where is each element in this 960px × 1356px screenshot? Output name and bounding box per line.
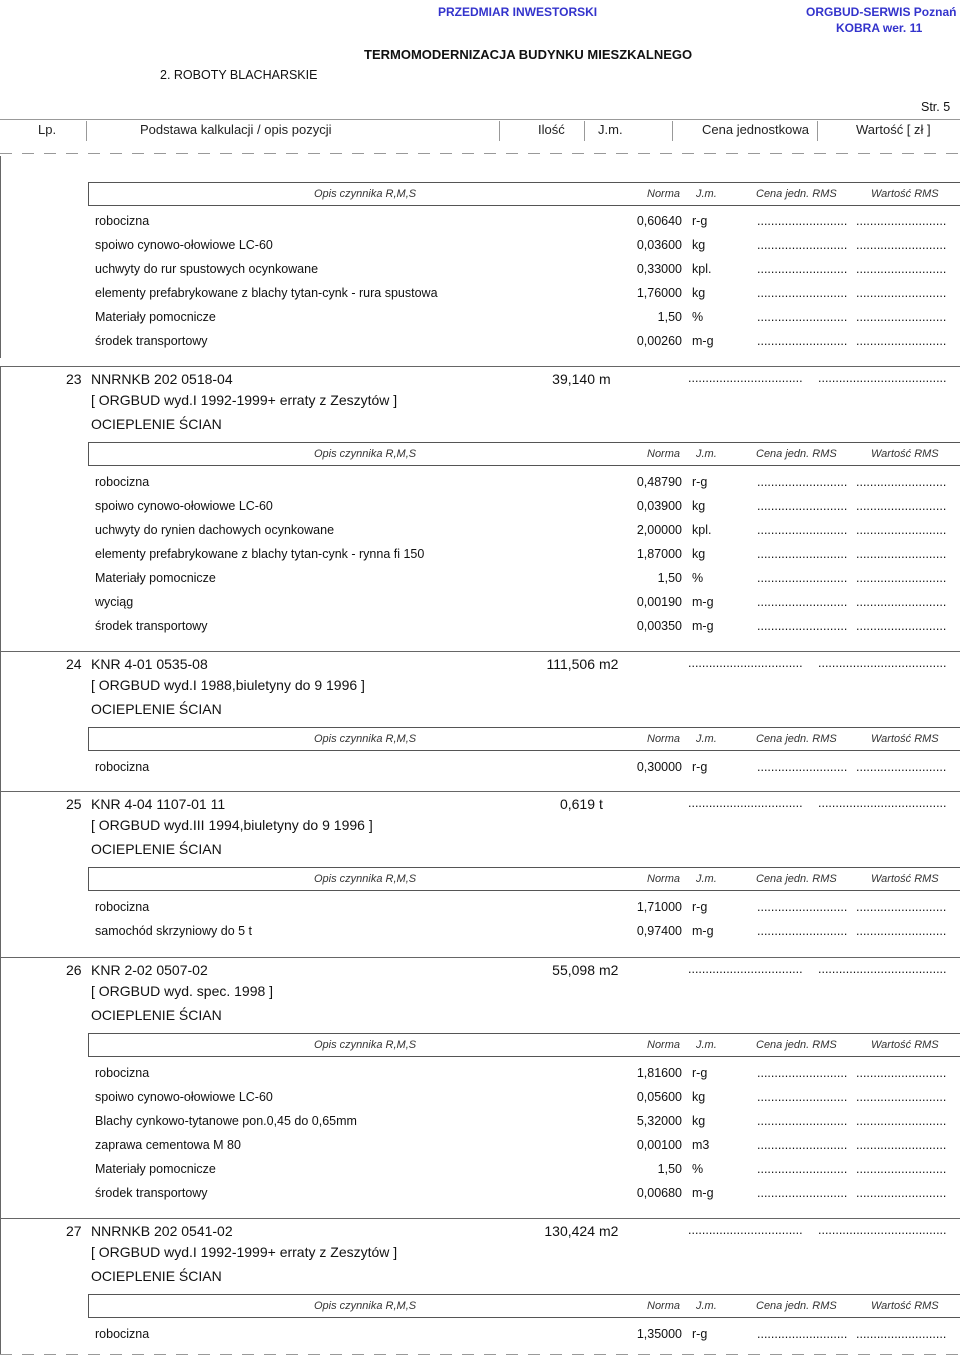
rms-value-dots: ..........................: [856, 310, 947, 324]
rms-norm: 1,87000: [636, 547, 682, 561]
rms-unit: r-g: [692, 475, 708, 489]
rms-price-dots: ..........................: [757, 1327, 848, 1341]
rms-desc-header: Opis czynnika R,M,S: [314, 1300, 417, 1312]
rms-unit: r-g: [692, 900, 708, 914]
rms-unit: %: [692, 1162, 704, 1176]
rms-name: spoiwo cynowo-ołowiowe LC-60: [95, 238, 273, 252]
rms-name: robocizna: [95, 214, 150, 228]
rms-subheader: [88, 182, 960, 206]
column-divider: [499, 121, 500, 141]
rms-norm-header: Norma: [647, 733, 681, 745]
rms-subheader: [88, 1033, 960, 1057]
rms-value-dots: ..........................: [856, 595, 947, 609]
column-unit: J.m.: [598, 122, 623, 137]
rms-price-dots: ..........................: [757, 547, 848, 561]
position-unit: m2: [599, 656, 619, 672]
position-qty: 39,140: [552, 371, 595, 387]
position-top-line: [0, 957, 960, 958]
rms-row: [0, 593, 960, 613]
rms-row: [0, 497, 960, 517]
rms-value-dots: ..........................: [856, 286, 947, 300]
rms-norm-header: Norma: [647, 1039, 681, 1051]
rms-norm: 0,00260: [636, 334, 682, 348]
rms-norm: 0,00100: [636, 1138, 682, 1152]
rms-name: spoiwo cynowo-ołowiowe LC-60: [95, 499, 273, 513]
rms-norm: 2,00000: [636, 523, 682, 537]
position-code: NNRNKB 202 0541-02: [91, 1223, 233, 1239]
position-price-dots: .................................: [688, 1223, 803, 1237]
rms-name: uchwyty do rur spustowych ocynkowane: [95, 262, 319, 276]
rms-name: środek transportowy: [95, 619, 208, 633]
rms-unit-header: J.m.: [696, 733, 717, 745]
rms-unit: r-g: [692, 1327, 708, 1341]
position-header: [0, 962, 960, 984]
position-lp: 23: [66, 371, 82, 387]
rms-name: Materiały pomocnicze: [95, 571, 216, 585]
position-qty: 130,424: [544, 1223, 595, 1239]
rms-desc-header: Opis czynnika R,M,S: [314, 1039, 417, 1051]
rms-value-dots: ..........................: [856, 238, 947, 252]
position-header: [0, 796, 960, 818]
rms-norm-header: Norma: [647, 873, 681, 885]
rms-price-dots: ..........................: [757, 1114, 848, 1128]
rms-norm: 0,00680: [636, 1186, 682, 1200]
rms-row: [0, 617, 960, 637]
position-lp: 27: [66, 1223, 82, 1239]
rms-norm: 1,35000: [636, 1327, 682, 1341]
rms-norm: 0,03900: [636, 499, 682, 513]
rms-price-dots: ..........................: [757, 499, 848, 513]
rms-unit: r-g: [692, 214, 708, 228]
rms-unit: kg: [692, 238, 706, 252]
position-description: OCIEPLENIE ŚCIAN: [91, 701, 222, 717]
rms-price-dots: ..........................: [757, 1066, 848, 1080]
document-type: PRZEDMIAR INWESTORSKI: [438, 5, 598, 19]
rms-row: [0, 521, 960, 541]
rms-price-dots: ..........................: [757, 924, 848, 938]
position-lp: 25: [66, 796, 82, 812]
rms-price-header: Cena jedn. RMS: [756, 733, 837, 745]
rms-unit: m-g: [692, 619, 714, 633]
rms-price-dots: ..........................: [757, 286, 848, 300]
rms-unit: kg: [692, 1090, 706, 1104]
position-qty: 111,506: [546, 656, 595, 672]
rms-row: [0, 1088, 960, 1108]
rms-row: [0, 758, 960, 778]
rms-value-header: Wartość RMS: [871, 1039, 939, 1051]
rms-price-header: Cena jedn. RMS: [756, 873, 837, 885]
rms-value-dots: ..........................: [856, 1090, 947, 1104]
rms-row: [0, 1184, 960, 1204]
section-title: 2. ROBOTY BLACHARSKIE: [160, 68, 318, 82]
rms-name: robocizna: [95, 760, 150, 774]
position-header: [0, 656, 960, 678]
rms-name: zaprawa cementowa M 80: [95, 1138, 241, 1152]
company-name: ORGBUD-SERWIS Poznań: [806, 5, 957, 19]
rms-desc-header: Opis czynnika R,M,S: [314, 873, 417, 885]
rms-value-header: Wartość RMS: [871, 188, 939, 200]
rms-unit: m-g: [692, 1186, 714, 1200]
rms-row: [0, 545, 960, 565]
rms-unit-header: J.m.: [696, 1300, 717, 1312]
rms-value-dots: ..........................: [856, 334, 947, 348]
rms-unit: m-g: [692, 334, 714, 348]
rms-row: [0, 898, 960, 918]
rms-unit: r-g: [692, 760, 708, 774]
rms-name: elementy prefabrykowane z blachy tytan-cynk - rynna fi 150: [95, 547, 425, 561]
rms-unit: m3: [692, 1138, 710, 1152]
rms-norm: 1,50: [657, 1162, 682, 1176]
position-price-dots: .................................: [688, 656, 803, 670]
footer-dashed-line: [0, 1354, 960, 1355]
rms-value-dots: ..........................: [856, 1186, 947, 1200]
rms-norm: 1,50: [657, 571, 682, 585]
rms-unit: kpl.: [692, 523, 712, 537]
rms-unit: kg: [692, 286, 706, 300]
rms-price-dots: ..........................: [757, 1186, 848, 1200]
position-top-line: [0, 366, 960, 367]
position-code: KNR 4-04 1107-01 11: [91, 796, 226, 812]
rms-price-dots: ..........................: [757, 760, 848, 774]
rms-value-dots: ..........................: [856, 499, 947, 513]
position-price-dots: .................................: [688, 962, 803, 976]
rms-row: [0, 260, 960, 280]
rms-value-dots: ..........................: [856, 1138, 947, 1152]
rms-price-dots: ..........................: [757, 475, 848, 489]
position-value-dots: .....................................: [818, 371, 947, 385]
position-price-dots: .................................: [688, 796, 803, 810]
position-header: [0, 1223, 960, 1245]
rms-norm: 1,50: [657, 310, 682, 324]
rms-row: [0, 236, 960, 256]
rms-norm: 5,32000: [636, 1114, 682, 1128]
position-value-dots: .....................................: [818, 1223, 947, 1237]
rms-value-dots: ..........................: [856, 900, 947, 914]
rms-norm: 0,00350: [636, 619, 682, 633]
rms-name: Materiały pomocnicze: [95, 310, 216, 324]
position-header: [0, 371, 960, 393]
rms-price-dots: ..........................: [757, 1090, 848, 1104]
rms-price-dots: ..........................: [757, 595, 848, 609]
rms-unit: kg: [692, 499, 706, 513]
rms-row: [0, 332, 960, 352]
rms-price-dots: ..........................: [757, 571, 848, 585]
rms-value-dots: ..........................: [856, 547, 947, 561]
rms-norm: 0,33000: [636, 262, 682, 276]
rms-desc-header: Opis czynnika R,M,S: [314, 188, 417, 200]
rms-norm-header: Norma: [647, 448, 681, 460]
rms-price-dots: ..........................: [757, 900, 848, 914]
rms-price-dots: ..........................: [757, 523, 848, 537]
rms-value-dots: ..........................: [856, 1066, 947, 1080]
rms-name: wyciąg: [95, 595, 134, 609]
position-code: KNR 4-01 0535-08: [91, 656, 208, 672]
header-dashed-line: [0, 153, 960, 154]
project-title: TERMOMODERNIZACJA BUDYNKU MIESZKALNEGO: [364, 47, 693, 62]
position-value-dots: .....................................: [818, 962, 947, 976]
rms-name: robocizna: [95, 1327, 150, 1341]
rms-value-dots: ..........................: [856, 475, 947, 489]
position-source: [ ORGBUD wyd.I 1988,biuletyny do 9 1996 ]: [91, 677, 365, 693]
rms-desc-header: Opis czynnika R,M,S: [314, 448, 417, 460]
rms-norm-header: Norma: [647, 188, 681, 200]
rms-subheader: [88, 1294, 960, 1318]
rms-norm: 1,76000: [636, 286, 682, 300]
rms-unit-header: J.m.: [696, 873, 717, 885]
position-code: NNRNKB 202 0518-04: [91, 371, 233, 387]
rms-price-dots: ..........................: [757, 310, 848, 324]
rms-subheader: [88, 867, 960, 891]
rms-name: środek transportowy: [95, 334, 208, 348]
rms-name: środek transportowy: [95, 1186, 208, 1200]
rms-price-dots: ..........................: [757, 619, 848, 633]
rms-price-header: Cena jedn. RMS: [756, 188, 837, 200]
rms-unit: kpl.: [692, 262, 712, 276]
position-source: [ ORGBUD wyd. spec. 1998 ]: [91, 983, 274, 999]
position-top-line: [0, 791, 960, 792]
rms-name: spoiwo cynowo-ołowiowe LC-60: [95, 1090, 273, 1104]
rms-unit: m-g: [692, 595, 714, 609]
rms-unit: kg: [692, 1114, 706, 1128]
rms-unit: m-g: [692, 924, 714, 938]
position-description: OCIEPLENIE ŚCIAN: [91, 1268, 222, 1284]
rms-value-header: Wartość RMS: [871, 733, 939, 745]
position-unit: t: [599, 796, 603, 812]
rms-price-dots: ..........................: [757, 1138, 848, 1152]
rms-row: [0, 1136, 960, 1156]
position-unit: m: [599, 371, 611, 387]
position-lp: 26: [66, 962, 82, 978]
position-unit: m2: [599, 962, 619, 978]
rms-value-header: Wartość RMS: [871, 873, 939, 885]
rms-value-dots: ..........................: [856, 262, 947, 276]
rms-row: [0, 473, 960, 493]
rms-row: [0, 284, 960, 304]
rms-unit: kg: [692, 547, 706, 561]
rms-name: robocizna: [95, 475, 150, 489]
rms-name: elementy prefabrykowane z blachy tytan-cynk - rura spustowa: [95, 286, 438, 300]
position-source: [ ORGBUD wyd.I 1992-1999+ erraty z Zeszytów ]: [91, 1244, 398, 1260]
rms-value-dots: ..........................: [856, 760, 947, 774]
position-description: OCIEPLENIE ŚCIAN: [91, 841, 222, 857]
rms-name: robocizna: [95, 900, 150, 914]
rms-unit: %: [692, 571, 704, 585]
column-divider: [584, 121, 585, 141]
position-top-line: [0, 1218, 960, 1219]
position-description: OCIEPLENIE ŚCIAN: [91, 416, 222, 432]
rms-subheader: [88, 727, 960, 751]
rms-name: robocizna: [95, 1066, 150, 1080]
rms-name: uchwyty do rynien dachowych ocynkowane: [95, 523, 335, 537]
rms-value-dots: ..........................: [856, 619, 947, 633]
rms-unit-header: J.m.: [696, 448, 717, 460]
column-divider: [86, 121, 87, 141]
rms-unit: r-g: [692, 1066, 708, 1080]
column-unit-price: Cena jednostkowa: [702, 122, 809, 137]
rms-row: [0, 1325, 960, 1345]
rms-row: [0, 922, 960, 942]
column-basis: Podstawa kalkulacji / opis pozycji: [140, 122, 332, 137]
position-value-dots: .....................................: [818, 656, 947, 670]
rms-norm: 1,81600: [636, 1066, 682, 1080]
position-qty: 0,619: [559, 796, 595, 812]
rms-norm: 0,30000: [636, 760, 682, 774]
rms-price-dots: ..........................: [757, 238, 848, 252]
rms-price-header: Cena jedn. RMS: [756, 1039, 837, 1051]
rms-unit-header: J.m.: [696, 188, 717, 200]
position-source: [ ORGBUD wyd.I 1992-1999+ erraty z Zeszytów ]: [91, 392, 398, 408]
rms-value-dots: ..........................: [856, 523, 947, 537]
rms-name: Materiały pomocnicze: [95, 1162, 216, 1176]
position-price-dots: .................................: [688, 371, 803, 385]
rms-value-dots: ..........................: [856, 1162, 947, 1176]
rms-subheader: [88, 442, 960, 466]
column-lp: Lp.: [38, 122, 57, 137]
rms-row: [0, 1112, 960, 1132]
rms-name: samochód skrzyniowy do 5 t: [95, 924, 253, 938]
column-qty: Ilość: [538, 122, 565, 137]
rms-norm-header: Norma: [647, 1300, 681, 1312]
position-unit: m2: [599, 1223, 619, 1239]
rms-norm: 1,71000: [636, 900, 682, 914]
rms-norm: 0,60640: [636, 214, 682, 228]
position-top-line: [0, 651, 960, 652]
rms-norm: 0,97400: [636, 924, 682, 938]
column-value: Wartość [ zł ]: [856, 122, 931, 137]
rms-desc-header: Opis czynnika R,M,S: [314, 733, 417, 745]
position-value-dots: .....................................: [818, 796, 947, 810]
rms-row: [0, 1160, 960, 1180]
rms-unit-header: J.m.: [696, 1039, 717, 1051]
rms-row: [0, 308, 960, 328]
rms-norm: 0,03600: [636, 238, 682, 252]
rms-value-dots: ..........................: [856, 571, 947, 585]
rms-value-dots: ..........................: [856, 1327, 947, 1341]
rms-price-dots: ..........................: [757, 262, 848, 276]
rms-price-dots: ..........................: [757, 214, 848, 228]
rms-value-header: Wartość RMS: [871, 1300, 939, 1312]
rms-row: [0, 212, 960, 232]
position-lp: 24: [66, 656, 82, 672]
rms-row: [0, 1064, 960, 1084]
position-code: KNR 2-02 0507-02: [91, 962, 208, 978]
position-qty: 55,098: [552, 962, 595, 978]
rms-price-header: Cena jedn. RMS: [756, 448, 837, 460]
position-source: [ ORGBUD wyd.III 1994,biuletyny do 9 1996 ]: [91, 817, 373, 833]
position-description: OCIEPLENIE ŚCIAN: [91, 1007, 222, 1023]
rms-unit: %: [692, 310, 704, 324]
page-number: Str. 5: [921, 100, 951, 114]
rms-norm: 0,00190: [636, 595, 682, 609]
rms-value-dots: ..........................: [856, 1114, 947, 1128]
rms-value-header: Wartość RMS: [871, 448, 939, 460]
header-top-line: [0, 119, 960, 120]
rms-norm: 0,05600: [636, 1090, 682, 1104]
column-divider: [672, 121, 673, 141]
software-version: KOBRA wer. 11: [836, 21, 923, 35]
rms-price-dots: ..........................: [757, 334, 848, 348]
rms-price-dots: ..........................: [757, 1162, 848, 1176]
rms-row: [0, 569, 960, 589]
rms-price-header: Cena jedn. RMS: [756, 1300, 837, 1312]
rms-value-dots: ..........................: [856, 214, 947, 228]
rms-value-dots: ..........................: [856, 924, 947, 938]
column-divider: [817, 121, 818, 141]
rms-name: Blachy cynkowo-tytanowe pon.0,45 do 0,65mm: [95, 1114, 357, 1128]
rms-norm: 0,48790: [636, 475, 682, 489]
